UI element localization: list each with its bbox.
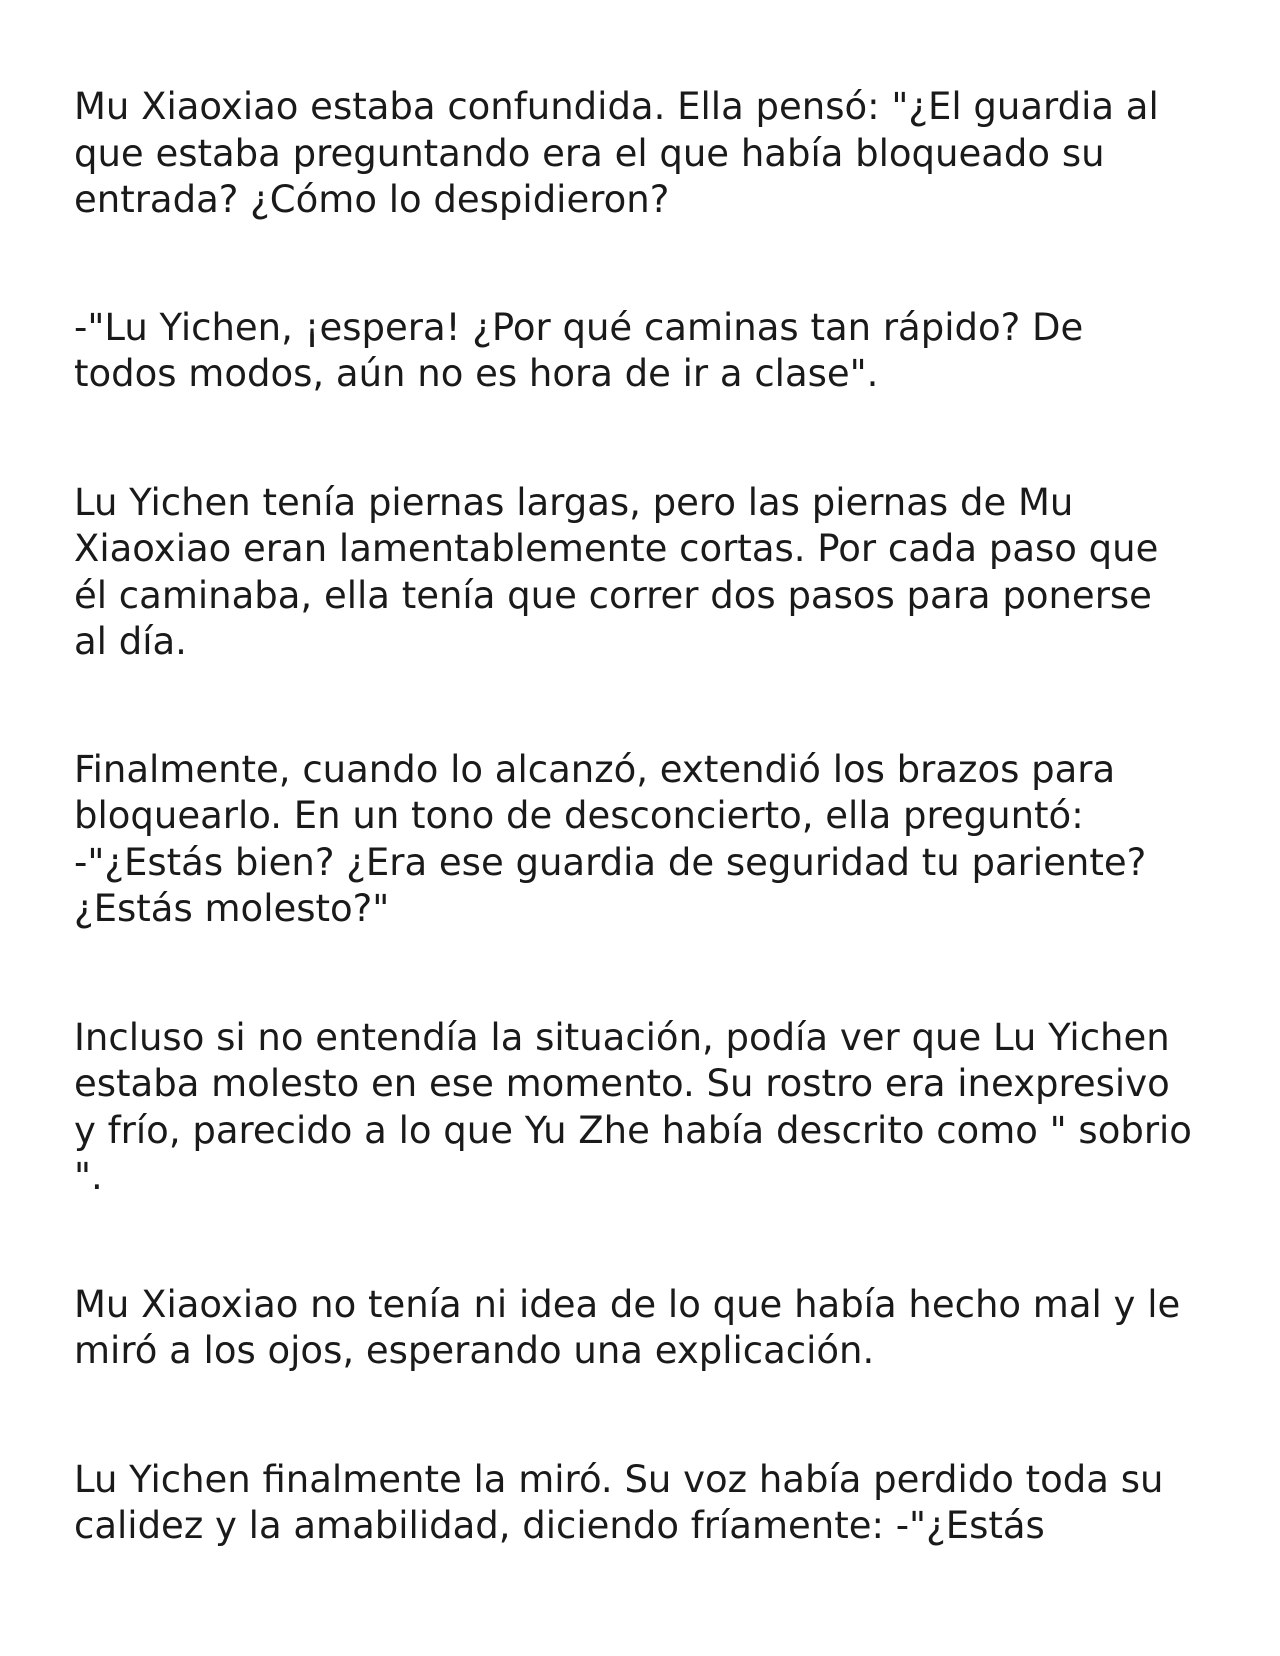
paragraph: Lu Yichen finalmente la miró. Su voz había perdido toda su calidez y la amabilidad, diciendo fríamente: -"¿Estás [74, 1457, 1164, 1547]
paragraph: Incluso si no entendía la situación, podía ver que Lu Yichen estaba molesto en ese momento. Su rostro era inexpresivo y frío, parecido a lo que Yu Zhe había descrito como " sobrio ". [74, 1015, 1192, 1198]
document-page [74, 84, 1214, 1550]
paragraph: Finalmente, cuando lo alcanzó, extendió los brazos para bloquearlo. En un tono de desconcierto, ella preguntó: -"¿Estás bien? ¿Era ese guardia de seguridad tu pariente? ¿Estás molesto?" [74, 747, 1147, 930]
paragraph: Lu Yichen tenía piernas largas, pero las piernas de Mu Xiaoxiao eran lamentablemente cortas. Por cada paso que él caminaba, ella tenía que correr dos pasos para ponerse al día. [74, 480, 1159, 663]
paragraph: Mu Xiaoxiao estaba confundida. Ella pensó: "¿El guardia al que estaba preguntando era el que había bloqueado su entrada? ¿Cómo lo despidieron? [74, 85, 1159, 221]
paragraph: Mu Xiaoxiao no tenía ni idea de lo que había hecho mal y le miró a los ojos, esperando una explicación. [74, 1282, 1181, 1372]
paragraph: -"Lu Yichen, ¡espera! ¿Por qué caminas tan rápido? De todos modos, aún no es hora de ir a clase". [74, 305, 1084, 395]
